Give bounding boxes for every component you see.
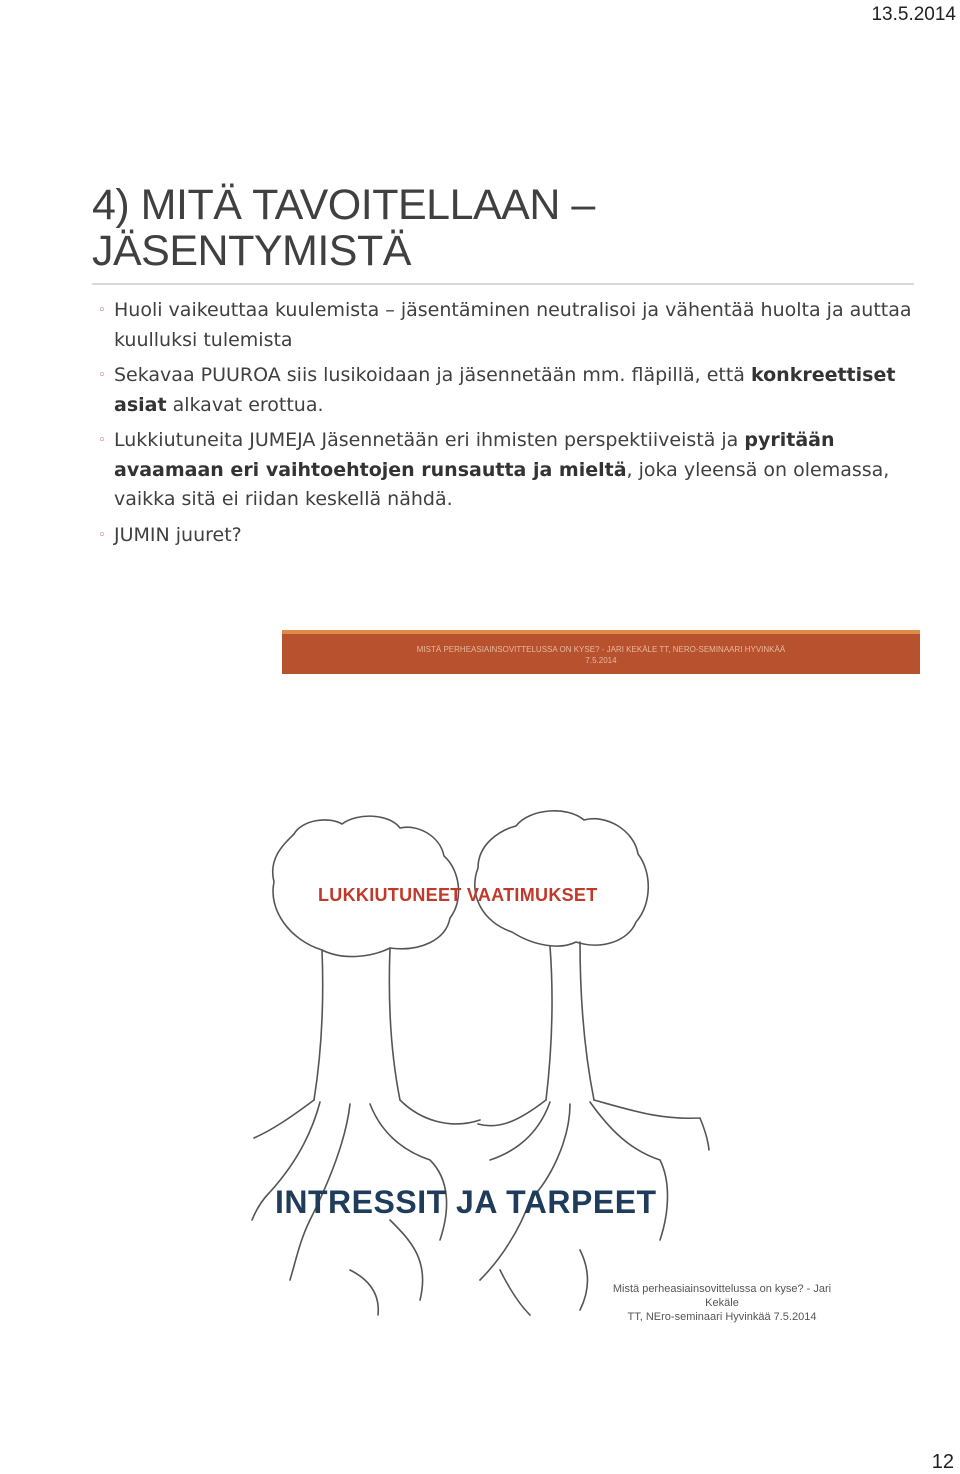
slide-title: 4) MITÄ TAVOITELLAAN – JÄSENTYMISTÄ	[92, 181, 595, 275]
trees-and-roots-illustration	[250, 800, 710, 1320]
bullet-text: JUMIN juuret?	[114, 523, 242, 546]
page-date: 13.5.2014	[871, 4, 956, 25]
interests-needs-label: INTRESSIT JA TARPEET	[275, 1184, 657, 1220]
title-divider	[92, 283, 914, 285]
bullet-text: Lukkiutuneita JUMEJA Jäsennetään eri ihmisten perspektiiveistä ja	[114, 429, 745, 451]
right-tree-crown	[475, 811, 648, 946]
slide-footer-bar	[282, 630, 920, 674]
bullet-item	[100, 296, 920, 355]
locked-demands-label: LUKKIUTUNEET VAATIMUKSET	[318, 885, 598, 905]
slide-footer-text	[282, 644, 920, 666]
page-number: 12	[931, 1451, 954, 1473]
slide-footer-line2: 7.5.2014	[585, 656, 617, 665]
bullet-text: Sekavaa PUUROA siis lusikoidaan ja jäsennetään mm. fläpillä, että	[114, 364, 751, 386]
bullet-item	[100, 521, 920, 551]
figure-caption-line2: TT, NEro-seminaari Hyvinkää 7.5.2014	[627, 1311, 817, 1323]
left-tree-trunk	[314, 948, 400, 1100]
right-tree-trunk	[546, 942, 594, 1100]
slide-footer-line1: MISTÄ PERHEASIAINSOVITTELUSSA ON KYSE? - JARI KEKÄLE TT, NERO-SEMINAARI HYVINKÄÄ	[416, 645, 786, 654]
bullet-text: Huoli vaikeuttaa kuulemista – jäsentäminen neutralisoi ja vähentää huolta ja auttaa kuulluksi tulemista	[114, 299, 912, 351]
bullet-text: alkavat erottua.	[166, 393, 324, 416]
lower-roots	[350, 1220, 588, 1315]
bullet-item	[100, 426, 920, 515]
bullet-item	[100, 361, 920, 420]
tree-drawing	[250, 800, 710, 1320]
bullet-text: , joka yleensä on olemassa, vaikka sitä ei riidan keskellä nähdä.	[114, 458, 890, 510]
figure-caption-line1: Mistä perheasiainsovittelussa on kyse? - Jari Kekäle	[612, 1283, 832, 1309]
figure-caption	[598, 1282, 846, 1324]
bullet-text-bold: pyritään avaamaan eri vaihtoehtojen runsautta ja mieltä	[114, 429, 835, 481]
bullet-list	[100, 296, 920, 556]
bullet-text-bold: konkreettiset asiat	[114, 364, 896, 416]
